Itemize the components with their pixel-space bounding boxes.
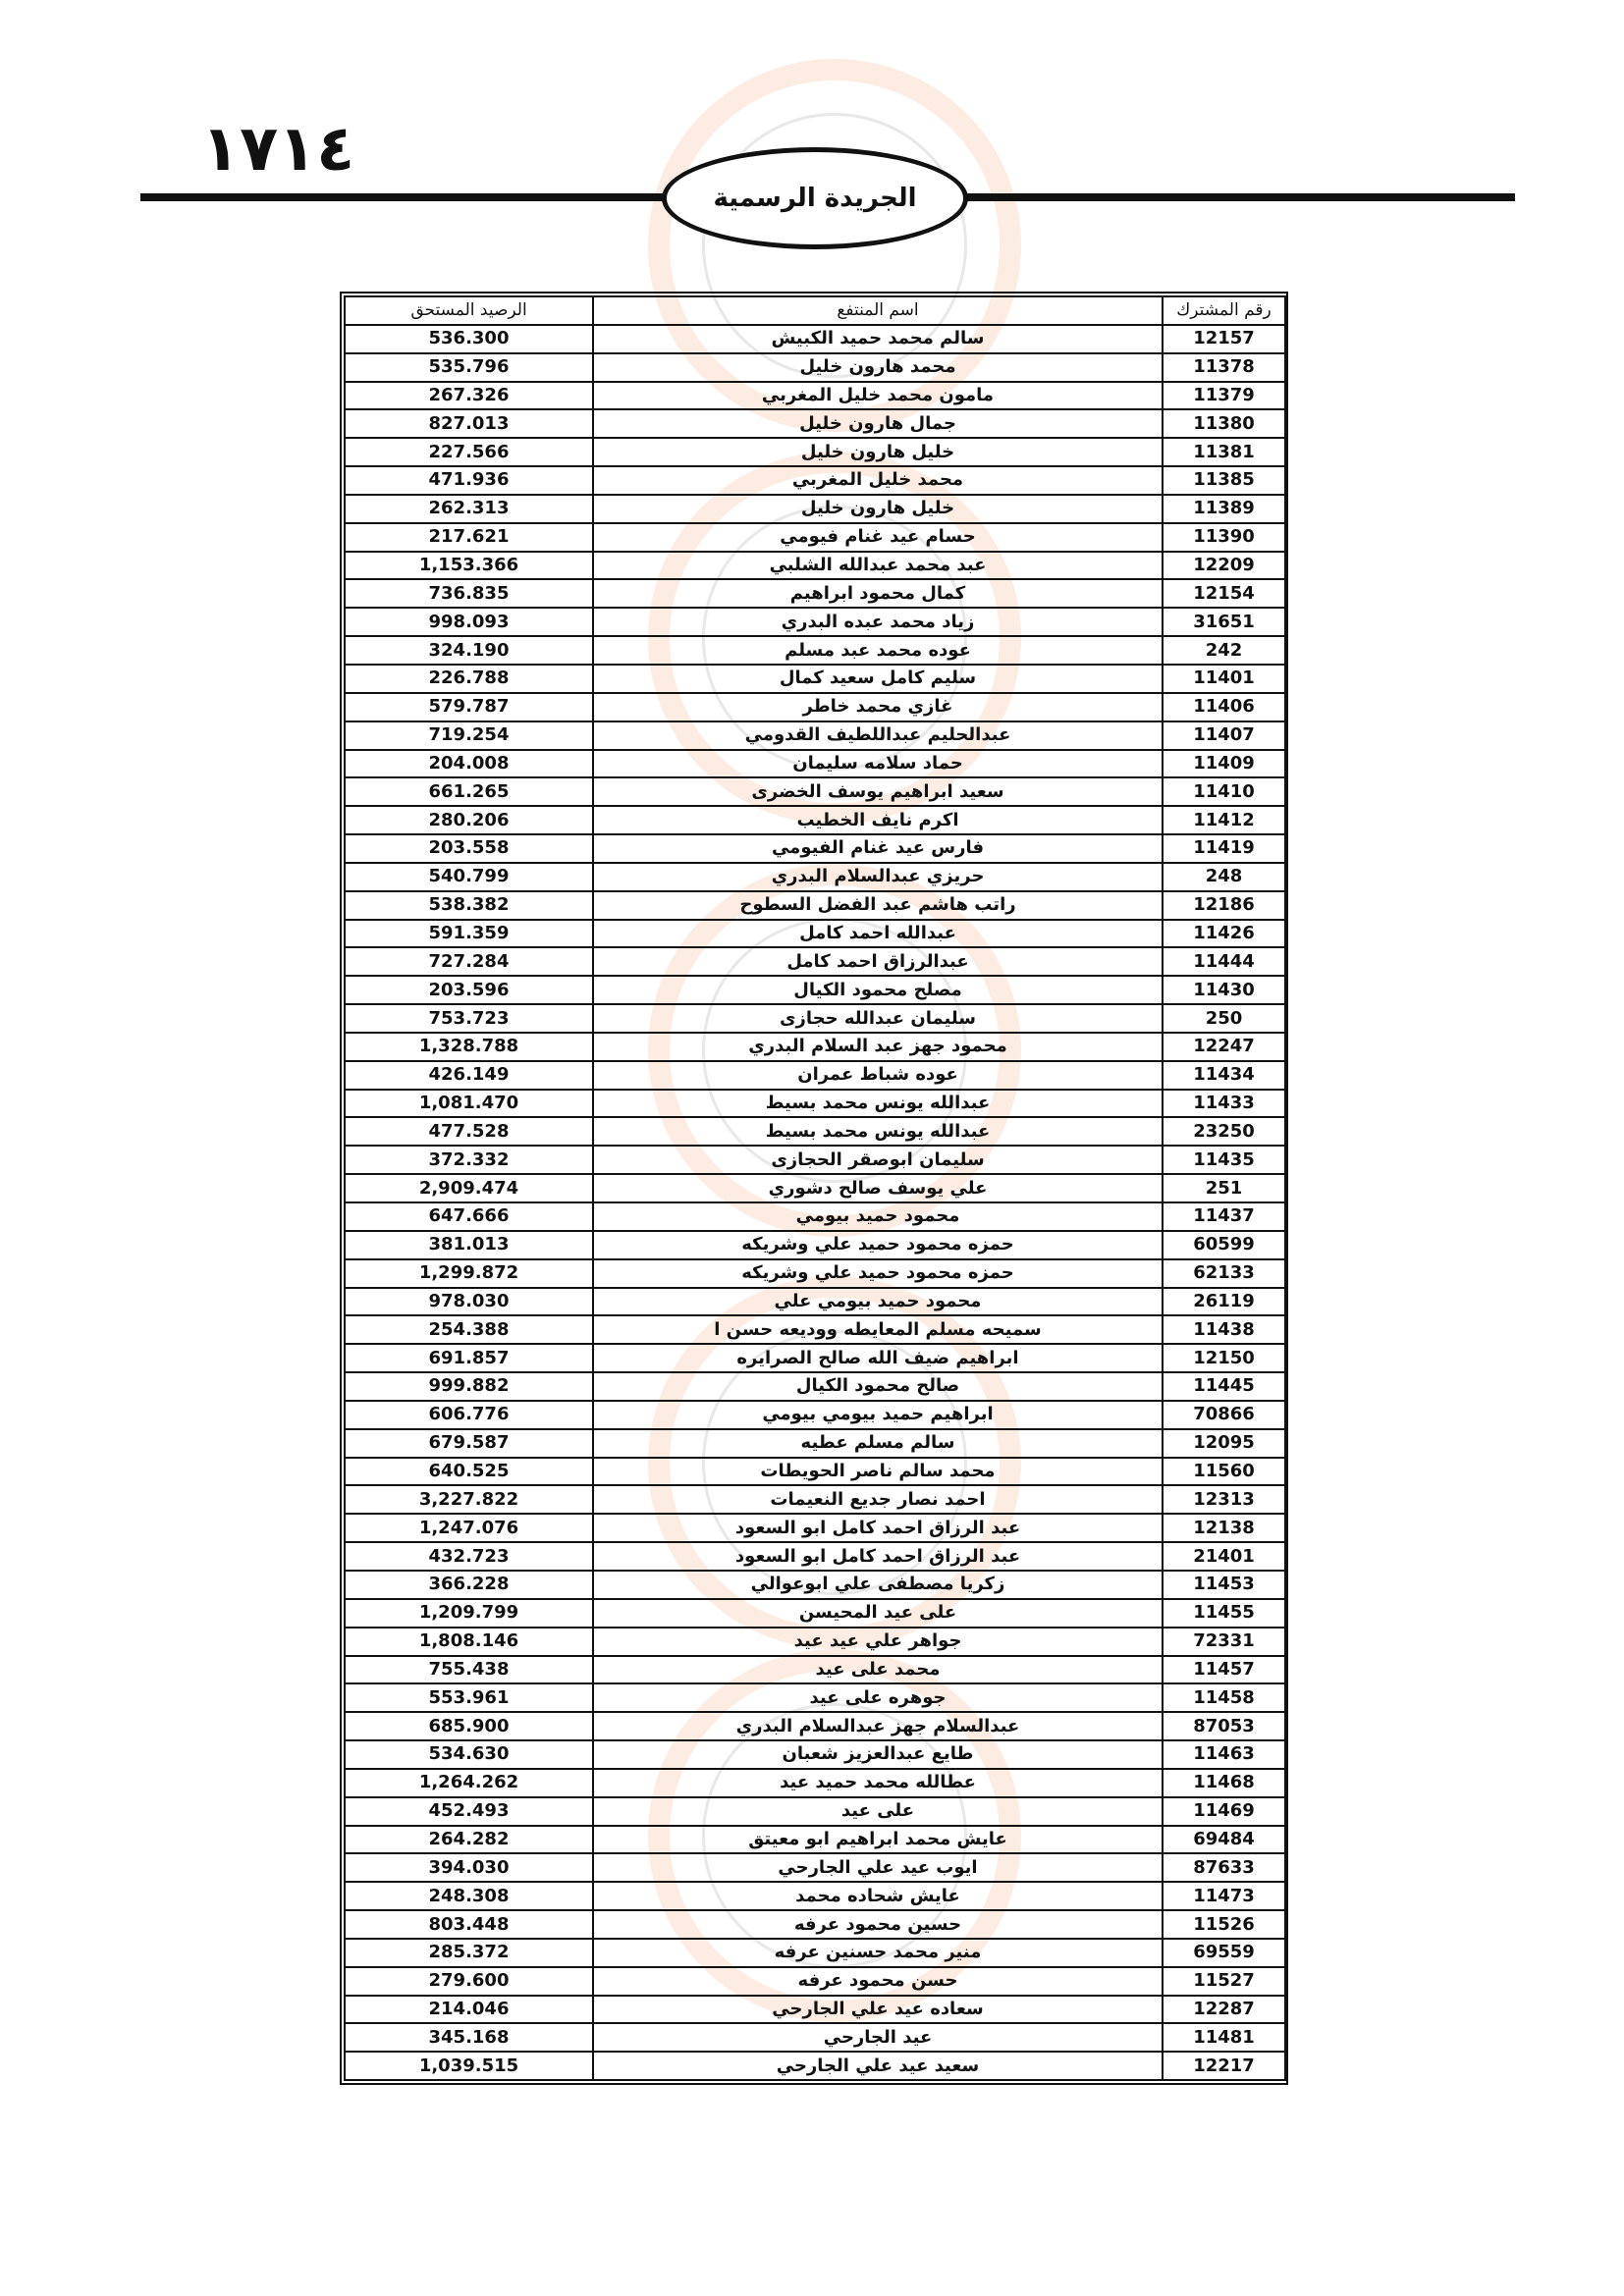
subscriber-number-cell: 11453 <box>1163 1571 1285 1599</box>
beneficiary-name-cell: حسن محمود عرفه <box>593 1967 1163 1996</box>
table-row <box>345 523 1285 552</box>
header-beneficiary-name: اسم المنتفع <box>593 296 1163 325</box>
table-row <box>345 721 1285 750</box>
table-row <box>345 693 1285 721</box>
table-row <box>345 947 1285 976</box>
subscriber-number-cell: 72331 <box>1163 1628 1285 1656</box>
table-row <box>345 1996 1285 2024</box>
table-row <box>345 1542 1285 1571</box>
table-row <box>345 1004 1285 1033</box>
table-row <box>345 1628 1285 1656</box>
subscriber-number-cell: 11401 <box>1163 665 1285 693</box>
beneficiary-name-cell: على عيد <box>593 1797 1163 1826</box>
table-row <box>345 1259 1285 1288</box>
subscriber-number-cell: 69559 <box>1163 1939 1285 1967</box>
balance-due-cell: 203.596 <box>345 976 593 1004</box>
table-row <box>345 1826 1285 1854</box>
balance-due-cell: 214.046 <box>345 1996 593 2024</box>
balance-due-cell: 753.723 <box>345 1004 593 1033</box>
table-row <box>345 1344 1285 1372</box>
subscriber-number-cell: 11407 <box>1163 721 1285 750</box>
balance-due-cell: 1,153.366 <box>345 552 593 580</box>
table-row <box>345 325 1285 353</box>
beneficiary-name-cell: محمد خليل المغربي <box>593 466 1163 495</box>
balance-due-cell: 978.030 <box>345 1288 593 1316</box>
subscriber-number-cell: 242 <box>1163 636 1285 665</box>
gazette-title: الجريدة الرسمية <box>713 184 917 213</box>
subscriber-number-cell: 11409 <box>1163 750 1285 778</box>
table-row <box>345 665 1285 693</box>
table-row <box>345 636 1285 665</box>
subscriber-number-cell: 12313 <box>1163 1485 1285 1514</box>
subscriber-number-cell: 11527 <box>1163 1967 1285 1996</box>
table-row <box>345 1797 1285 1826</box>
balance-due-cell: 1,247.076 <box>345 1514 593 1542</box>
subscriber-number-cell: 12154 <box>1163 579 1285 608</box>
subscriber-number-cell: 11458 <box>1163 1683 1285 1712</box>
table-row <box>345 834 1285 863</box>
beneficiary-name-cell: حمزه محمود حميد علي وشريكه <box>593 1231 1163 1259</box>
balance-due-cell: 471.936 <box>345 466 593 495</box>
table-row <box>345 777 1285 806</box>
table-body <box>345 325 1285 2080</box>
balance-due-cell: 1,299.872 <box>345 1259 593 1288</box>
beneficiary-name-cell: صالح محمود الكيال <box>593 1372 1163 1401</box>
balance-due-cell: 647.666 <box>345 1202 593 1231</box>
subscriber-number-cell: 11430 <box>1163 976 1285 1004</box>
table-header-row <box>345 296 1285 325</box>
table-row <box>345 1599 1285 1628</box>
beneficiary-name-cell: مصلح محمود الكيال <box>593 976 1163 1004</box>
table-row <box>345 579 1285 608</box>
table-row <box>345 1429 1285 1458</box>
balance-due-cell: 426.149 <box>345 1061 593 1090</box>
beneficiary-name-cell: محمد سالم ناصر الحويطات <box>593 1458 1163 1486</box>
table-row <box>345 1571 1285 1599</box>
subscriber-number-cell: 11437 <box>1163 1202 1285 1231</box>
table-row <box>345 409 1285 438</box>
balance-due-cell: 264.282 <box>345 1826 593 1854</box>
beneficiary-name-cell: سميحه مسلم المعايطه ووديعه حسن ا <box>593 1315 1163 1344</box>
subscribers-table <box>344 295 1286 2081</box>
beneficiary-name-cell: حمزه محمود حميد علي وشريكه <box>593 1259 1163 1288</box>
beneficiary-name-cell: سليمان عبدالله حجازى <box>593 1004 1163 1033</box>
table-row <box>345 495 1285 523</box>
table-row <box>345 353 1285 382</box>
balance-due-cell: 366.228 <box>345 1571 593 1599</box>
beneficiary-name-cell: عبدالرزاق احمد كامل <box>593 947 1163 976</box>
subscriber-number-cell: 11444 <box>1163 947 1285 976</box>
subscriber-number-cell: 11434 <box>1163 1061 1285 1090</box>
subscriber-number-cell: 11526 <box>1163 1910 1285 1939</box>
subscriber-number-cell: 11381 <box>1163 438 1285 466</box>
balance-due-cell: 324.190 <box>345 636 593 665</box>
subscriber-number-cell: 11426 <box>1163 920 1285 948</box>
beneficiary-name-cell: على عيد المحيسن <box>593 1599 1163 1628</box>
beneficiary-name-cell: ابراهيم ضيف الله صالح الصرايره <box>593 1344 1163 1372</box>
beneficiary-name-cell: حسام عيد غنام فيومي <box>593 523 1163 552</box>
beneficiary-name-cell: جواهر علي عيد عيد <box>593 1628 1163 1656</box>
balance-due-cell: 538.382 <box>345 891 593 920</box>
balance-due-cell: 540.799 <box>345 863 593 891</box>
table-row <box>345 976 1285 1004</box>
balance-due-cell: 661.265 <box>345 777 593 806</box>
subscriber-number-cell: 11457 <box>1163 1656 1285 1684</box>
subscriber-number-cell: 26119 <box>1163 1288 1285 1316</box>
balance-due-cell: 217.621 <box>345 523 593 552</box>
balance-due-cell: 394.030 <box>345 1853 593 1882</box>
subscriber-number-cell: 11435 <box>1163 1146 1285 1174</box>
beneficiary-name-cell: خليل هارون خليل <box>593 438 1163 466</box>
table-row <box>345 552 1285 580</box>
balance-due-cell: 999.882 <box>345 1372 593 1401</box>
balance-due-cell: 285.372 <box>345 1939 593 1967</box>
balance-due-cell: 536.300 <box>345 325 593 353</box>
table-row <box>345 1769 1285 1797</box>
table-row <box>345 1090 1285 1118</box>
subscriber-number-cell: 70866 <box>1163 1401 1285 1429</box>
header-subscriber-number: رقم المشترك <box>1163 296 1285 325</box>
table-row <box>345 2023 1285 2052</box>
table-row <box>345 1712 1285 1740</box>
balance-due-cell: 736.835 <box>345 579 593 608</box>
subscriber-number-cell: 23250 <box>1163 1117 1285 1146</box>
beneficiary-name-cell: سالم محمد حميد الكبيش <box>593 325 1163 353</box>
subscriber-number-cell: 11438 <box>1163 1315 1285 1344</box>
beneficiary-name-cell: محمود جهز عبد السلام البدري <box>593 1033 1163 1061</box>
table-row <box>345 806 1285 834</box>
balance-due-cell: 1,328.788 <box>345 1033 593 1061</box>
beneficiary-name-cell: سليم كامل سعيد كمال <box>593 665 1163 693</box>
balance-due-cell: 267.326 <box>345 382 593 410</box>
subscriber-number-cell: 12186 <box>1163 891 1285 920</box>
table-row <box>345 1514 1285 1542</box>
beneficiary-name-cell: مامون محمد خليل المغربي <box>593 382 1163 410</box>
beneficiary-name-cell: حسين محمود عرفه <box>593 1910 1163 1939</box>
beneficiary-name-cell: فارس عيد غنام الفيومي <box>593 834 1163 863</box>
balance-due-cell: 685.900 <box>345 1712 593 1740</box>
beneficiary-name-cell: عيد الجارحي <box>593 2023 1163 2052</box>
balance-due-cell: 452.493 <box>345 1797 593 1826</box>
subscriber-number-cell: 248 <box>1163 863 1285 891</box>
beneficiary-name-cell: خليل هارون خليل <box>593 495 1163 523</box>
balance-due-cell: 1,808.146 <box>345 1628 593 1656</box>
table-row <box>345 438 1285 466</box>
table-row <box>345 1740 1285 1769</box>
beneficiary-name-cell: عبدالسلام جهز عبدالسلام البدري <box>593 1712 1163 1740</box>
beneficiary-name-cell: غازي محمد خاطر <box>593 693 1163 721</box>
balance-due-cell: 262.313 <box>345 495 593 523</box>
beneficiary-name-cell: طايع عبدالعزيز شعبان <box>593 1740 1163 1769</box>
balance-due-cell: 226.788 <box>345 665 593 693</box>
gazette-title-oval <box>662 147 968 249</box>
table-row <box>345 1372 1285 1401</box>
subscriber-number-cell: 11389 <box>1163 495 1285 523</box>
subscriber-number-cell: 11419 <box>1163 834 1285 863</box>
balance-due-cell: 727.284 <box>345 947 593 976</box>
table-row <box>345 1882 1285 1910</box>
table-row <box>345 1458 1285 1486</box>
table-row <box>345 1853 1285 1882</box>
balance-due-cell: 248.308 <box>345 1882 593 1910</box>
balance-due-cell: 535.796 <box>345 353 593 382</box>
subscriber-number-cell: 87633 <box>1163 1853 1285 1882</box>
subscriber-number-cell: 21401 <box>1163 1542 1285 1571</box>
table-row <box>345 750 1285 778</box>
beneficiary-name-cell: عبدالله احمد كامل <box>593 920 1163 948</box>
beneficiary-name-cell: ايوب عيد علي الجارحي <box>593 1853 1163 1882</box>
beneficiary-name-cell: اكرم نايف الخطيب <box>593 806 1163 834</box>
table-row <box>345 1683 1285 1712</box>
beneficiary-name-cell: منير محمد حسنين عرفه <box>593 1939 1163 1967</box>
balance-due-cell: 691.857 <box>345 1344 593 1372</box>
subscriber-number-cell: 11481 <box>1163 2023 1285 2052</box>
table-row <box>345 1174 1285 1202</box>
balance-due-cell: 803.448 <box>345 1910 593 1939</box>
subscriber-number-cell: 11445 <box>1163 1372 1285 1401</box>
subscriber-number-cell: 11433 <box>1163 1090 1285 1118</box>
beneficiary-name-cell: جمال هارون خليل <box>593 409 1163 438</box>
subscriber-number-cell: 31651 <box>1163 608 1285 636</box>
subscriber-number-cell: 11390 <box>1163 523 1285 552</box>
beneficiary-name-cell: عبد الرزاق احمد كامل ابو السعود <box>593 1514 1163 1542</box>
balance-due-cell: 755.438 <box>345 1656 593 1684</box>
beneficiary-name-cell: عبد الرزاق احمد كامل ابو السعود <box>593 1542 1163 1571</box>
balance-due-cell: 204.008 <box>345 750 593 778</box>
balance-due-cell: 280.206 <box>345 806 593 834</box>
subscriber-number-cell: 11406 <box>1163 693 1285 721</box>
subscriber-number-cell: 12150 <box>1163 1344 1285 1372</box>
balance-due-cell: 1,039.515 <box>345 2052 593 2080</box>
table-row <box>345 891 1285 920</box>
beneficiary-name-cell: سعيد عيد علي الجارحي <box>593 2052 1163 2080</box>
table-row <box>345 1061 1285 1090</box>
table-row <box>345 608 1285 636</box>
balance-due-cell: 372.332 <box>345 1146 593 1174</box>
balance-due-cell: 591.359 <box>345 920 593 948</box>
beneficiary-name-cell: زكريا مصطفى علي ابوعوالي <box>593 1571 1163 1599</box>
beneficiary-name-cell: عبدالله يونس محمد بسيط <box>593 1090 1163 1118</box>
subscriber-number-cell: 11379 <box>1163 382 1285 410</box>
beneficiary-name-cell: سعاده عيد علي الجارحي <box>593 1996 1163 2024</box>
beneficiary-name-cell: زياد محمد عبده البدري <box>593 608 1163 636</box>
table-row <box>345 863 1285 891</box>
beneficiary-name-cell: محمد هارون خليل <box>593 353 1163 382</box>
subscriber-number-cell: 11380 <box>1163 409 1285 438</box>
balance-due-cell: 432.723 <box>345 1542 593 1571</box>
balance-due-cell: 227.566 <box>345 438 593 466</box>
balance-due-cell: 203.558 <box>345 834 593 863</box>
balance-due-cell: 553.961 <box>345 1683 593 1712</box>
balance-due-cell: 279.600 <box>345 1967 593 1996</box>
beneficiary-name-cell: محمود حميد بيومي <box>593 1202 1163 1231</box>
subscriber-number-cell: 11378 <box>1163 353 1285 382</box>
subscriber-number-cell: 11385 <box>1163 466 1285 495</box>
subscriber-number-cell: 12217 <box>1163 2052 1285 2080</box>
table-row <box>345 2052 1285 2080</box>
subscriber-number-cell: 11410 <box>1163 777 1285 806</box>
balance-due-cell: 679.587 <box>345 1429 593 1458</box>
subscriber-number-cell: 11412 <box>1163 806 1285 834</box>
beneficiary-name-cell: راتب هاشم عبد الفضل السطوح <box>593 891 1163 920</box>
beneficiary-name-cell: محمد على عيد <box>593 1656 1163 1684</box>
subscriber-number-cell: 60599 <box>1163 1231 1285 1259</box>
balance-due-cell: 381.013 <box>345 1231 593 1259</box>
subscriber-number-cell: 62133 <box>1163 1259 1285 1288</box>
subscriber-number-cell: 11468 <box>1163 1769 1285 1797</box>
table-row <box>345 1146 1285 1174</box>
balance-due-cell: 254.388 <box>345 1315 593 1344</box>
beneficiary-name-cell: سعيد ابراهيم يوسف الخضرى <box>593 777 1163 806</box>
subscriber-number-cell: 12247 <box>1163 1033 1285 1061</box>
subscriber-number-cell: 12095 <box>1163 1429 1285 1458</box>
subscriber-number-cell: 12157 <box>1163 325 1285 353</box>
beneficiary-name-cell: جوهره على عيد <box>593 1683 1163 1712</box>
table-row <box>345 1401 1285 1429</box>
beneficiary-name-cell: سالم مسلم عطيه <box>593 1429 1163 1458</box>
subscriber-number-cell: 250 <box>1163 1004 1285 1033</box>
beneficiary-name-cell: حريزي عبدالسلام البدري <box>593 863 1163 891</box>
beneficiary-name-cell: محمود حميد بيومي علي <box>593 1288 1163 1316</box>
table-row <box>345 1910 1285 1939</box>
balance-due-cell: 1,209.799 <box>345 1599 593 1628</box>
table-row <box>345 382 1285 410</box>
beneficiary-name-cell: عايش محمد ابراهيم ابو معيتق <box>593 1826 1163 1854</box>
table-row <box>345 1117 1285 1146</box>
balance-due-cell: 534.630 <box>345 1740 593 1769</box>
balance-due-cell: 345.168 <box>345 2023 593 2052</box>
subscriber-number-cell: 11463 <box>1163 1740 1285 1769</box>
subscriber-number-cell: 11473 <box>1163 1882 1285 1910</box>
beneficiary-name-cell: علي يوسف صالح دشوري <box>593 1174 1163 1202</box>
table-row <box>345 1231 1285 1259</box>
beneficiary-name-cell: حماد سلامه سليمان <box>593 750 1163 778</box>
table-row <box>345 466 1285 495</box>
header-balance-due: الرصيد المستحق <box>345 296 593 325</box>
beneficiary-name-cell: ابراهيم حميد بيومي بيومي <box>593 1401 1163 1429</box>
balance-due-cell: 579.787 <box>345 693 593 721</box>
table-row <box>345 1315 1285 1344</box>
subscriber-number-cell: 87053 <box>1163 1712 1285 1740</box>
beneficiary-name-cell: عوده محمد عبد مسلم <box>593 636 1163 665</box>
subscriber-number-cell: 12287 <box>1163 1996 1285 2024</box>
beneficiary-name-cell: سليمان ابوصقر الحجازى <box>593 1146 1163 1174</box>
beneficiary-name-cell: كمال محمود ابراهيم <box>593 579 1163 608</box>
subscribers-table-wrap <box>344 295 1284 2081</box>
balance-due-cell: 719.254 <box>345 721 593 750</box>
table-row <box>345 920 1285 948</box>
balance-due-cell: 2,909.474 <box>345 1174 593 1202</box>
balance-due-cell: 827.013 <box>345 409 593 438</box>
balance-due-cell: 640.525 <box>345 1458 593 1486</box>
subscriber-number-cell: 69484 <box>1163 1826 1285 1854</box>
balance-due-cell: 606.776 <box>345 1401 593 1429</box>
table-row <box>345 1485 1285 1514</box>
balance-due-cell: 477.528 <box>345 1117 593 1146</box>
subscriber-number-cell: 12138 <box>1163 1514 1285 1542</box>
subscriber-number-cell: 251 <box>1163 1174 1285 1202</box>
beneficiary-name-cell: عطالله محمد حميد عيد <box>593 1769 1163 1797</box>
subscriber-number-cell: 11560 <box>1163 1458 1285 1486</box>
balance-due-cell: 1,264.262 <box>345 1769 593 1797</box>
beneficiary-name-cell: عبدالله يونس محمد بسيط <box>593 1117 1163 1146</box>
beneficiary-name-cell: عوده شباط عمران <box>593 1061 1163 1090</box>
beneficiary-name-cell: عبد محمد عبدالله الشلبي <box>593 552 1163 580</box>
table-row <box>345 1967 1285 1996</box>
table-row <box>345 1288 1285 1316</box>
balance-due-cell: 3,227.822 <box>345 1485 593 1514</box>
balance-due-cell: 998.093 <box>345 608 593 636</box>
subscriber-number-cell: 12209 <box>1163 552 1285 580</box>
page-number: ١٧١٤ <box>201 113 355 186</box>
table-row <box>345 1033 1285 1061</box>
table-row <box>345 1202 1285 1231</box>
beneficiary-name-cell: عبدالحليم عبداللطيف القدومي <box>593 721 1163 750</box>
table-row <box>345 1656 1285 1684</box>
beneficiary-name-cell: عايش شحاده محمد <box>593 1882 1163 1910</box>
balance-due-cell: 1,081.470 <box>345 1090 593 1118</box>
subscriber-number-cell: 11455 <box>1163 1599 1285 1628</box>
subscriber-number-cell: 11469 <box>1163 1797 1285 1826</box>
beneficiary-name-cell: احمد نصار جديع النعيمات <box>593 1485 1163 1514</box>
table-row <box>345 1939 1285 1967</box>
